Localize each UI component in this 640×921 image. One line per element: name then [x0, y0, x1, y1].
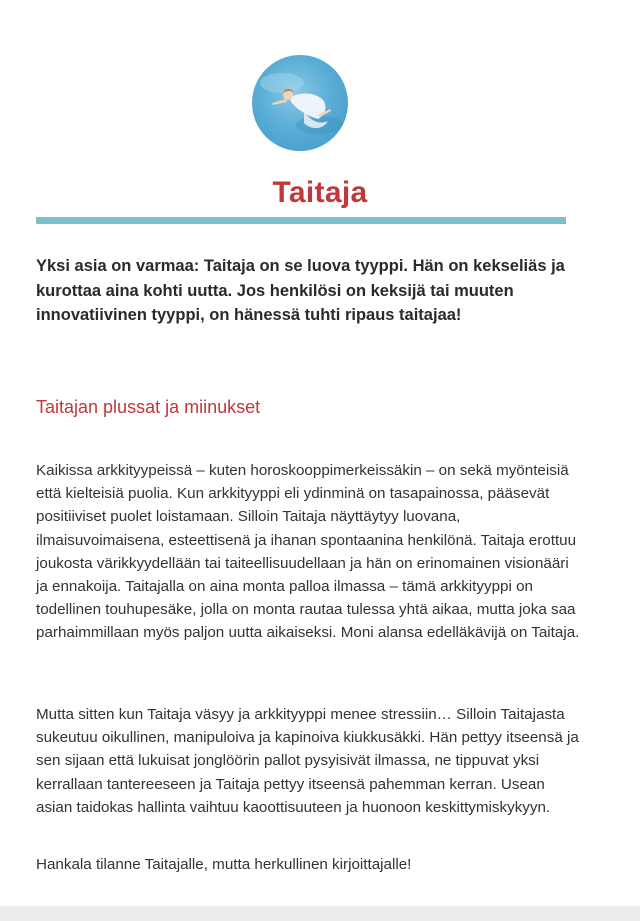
body-paragraph-1: Kaikissa arkkityypeissä – kuten horoskooppimerkeissäkin – on sekä myönteisiä että kielteisiä puolia. Kun arkkityyppi eli ydinminä on tasapainossa, pääsevät positiiviset puolet loistamaan. Silloin Taitaja näyttäytyy luovana, ilmaisuvoimaisena, esteettisenä ja ihanan spontaanina henkilönä. Taitaja erottuu joukosta värikkyydellään tai taiteellisuudellaan ja hän on erinomainen visionääri ja ennakoija. Taitajalla on aina monta palloa ilmassa – tämä arkkityyppi on todellinen touhupesäke, jolla on monta rautaa tulessa yhtä aikaa, mutta joka saa parhaimmillaan myös paljon uutta aikaiseksi. Moni alansa edelläkävijä on Taitaja.	[36, 462, 580, 642]
title-underline	[36, 217, 566, 224]
swimming-figure-icon	[252, 55, 348, 151]
body-paragraph-3: Hankala tilanne Taitajalle, mutta herkullinen kirjoittajalle!	[36, 856, 412, 873]
section-heading: Taitajan plussat ja miinukset	[36, 397, 261, 417]
page-title: Taitaja	[272, 176, 368, 209]
body-paragraph-2: Mutta sitten kun Taitaja väsyy ja arkkityyppi menee stressiin… Silloin Taitajasta sukeutuu oikullinen, manipuloiva ja kapinoiva kiukkusäkki. Hän pettyy itseensä ja sen sijaan että lukuisat jonglöörin pallot pysyisivät ilmassa, ne tippuvat yksi kerrallaan tantereeseen ja Taitaja pettyy itseensä pahemman kerran. Usean asian taidokas hallinta vaihtuu kaoottisuuteen ja huonoon keskittymiskykyyn.	[36, 706, 579, 816]
page-bottom-edge	[0, 906, 640, 921]
intro-paragraph: Yksi asia on varmaa: Taitaja on se luova tyyppi. Hän on kekseliäs ja kurottaa aina kohti uutta. Jos henkilösi on keksijä tai muuten innovatiivinen tyyppi, on hänessä tuhti ripaus taitajaa!	[36, 257, 565, 324]
header-image	[252, 55, 348, 151]
